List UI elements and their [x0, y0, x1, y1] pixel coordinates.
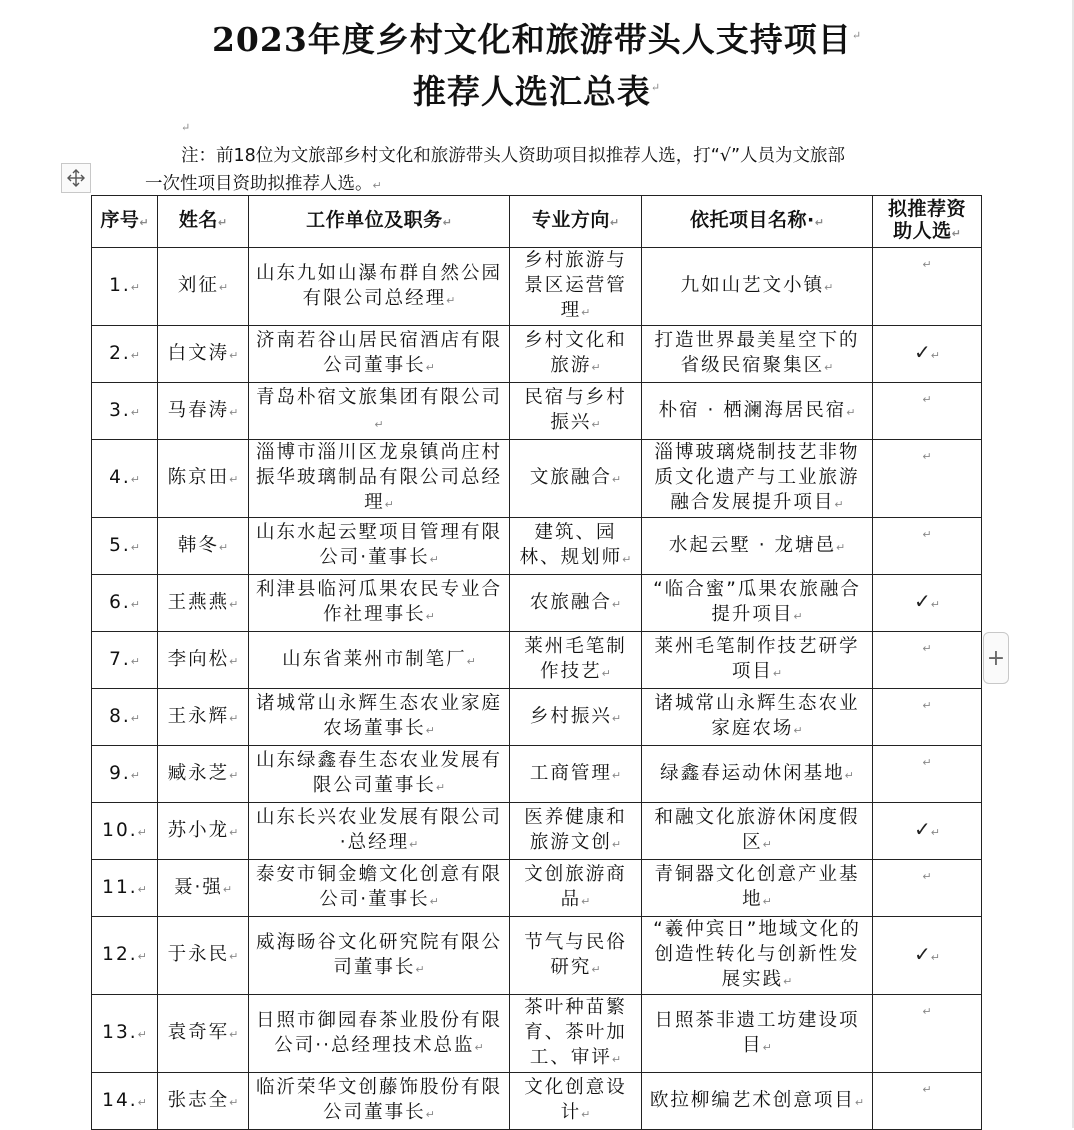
- header-no: 序号↵: [92, 196, 158, 248]
- recommended-cell: [873, 632, 982, 689]
- unit-cell: 日照市御园春茶业股份有限公司··总经理技术总监↵: [249, 995, 510, 1073]
- field-cell: 乡村文化和旅游↵: [510, 326, 642, 383]
- recommended-cell: [873, 248, 982, 326]
- table-move-handle[interactable]: [61, 163, 91, 193]
- unit-cell: 诸城常山永辉生态农业家庭农场董事长↵: [249, 689, 510, 746]
- table-row: [92, 917, 982, 995]
- recommended-cell: ✓↵: [873, 803, 982, 860]
- row-number-cell: 4.↵: [92, 440, 158, 518]
- name-cell: 刘征↵: [158, 248, 249, 326]
- row-number-cell: 11.↵: [92, 860, 158, 917]
- field-cell: 乡村旅游与景区运营管理↵: [510, 248, 642, 326]
- project-cell: 莱州毛笔制作技艺研学项目↵: [642, 632, 873, 689]
- unit-cell: 山东省莱州市制笔厂↵: [249, 632, 510, 689]
- project-cell: “临合蜜”瓜果农旅融合提升项目↵: [642, 575, 873, 632]
- table-row: [92, 440, 982, 518]
- table-row: [92, 1073, 982, 1130]
- project-cell: 淄博玻璃烧制技艺非物质文化遗产与工业旅游融合发展提升项目↵: [642, 440, 873, 518]
- plus-icon: +: [986, 645, 1006, 671]
- name-cell: 臧永芝↵: [158, 746, 249, 803]
- table-row: [92, 860, 982, 917]
- paragraph-mark: ↵: [922, 1005, 932, 1018]
- project-cell: 绿鑫春运动休闲基地↵: [642, 746, 873, 803]
- checkmark-icon: ✓: [914, 589, 931, 613]
- table-row: [92, 995, 982, 1073]
- table-row: [92, 803, 982, 860]
- table-row: [92, 746, 982, 803]
- header-unit: 工作单位及职务↵: [249, 196, 510, 248]
- row-number-cell: 7.↵: [92, 632, 158, 689]
- project-cell: 九如山艺文小镇↵: [642, 248, 873, 326]
- row-number-cell: 8.↵: [92, 689, 158, 746]
- project-cell: 青铜器文化创意产业基地↵: [642, 860, 873, 917]
- name-cell: 张志全↵: [158, 1073, 249, 1130]
- paragraph-mark: ↵: [922, 528, 932, 541]
- table-row: [92, 326, 982, 383]
- project-cell: 水起云墅 · 龙塘邑↵: [642, 518, 873, 575]
- unit-cell: 威海旸谷文化研究院有限公司董事长↵: [249, 917, 510, 995]
- field-cell: 文化创意设计↵: [510, 1073, 642, 1130]
- project-cell: 日照茶非遗工坊建设项目↵: [642, 995, 873, 1073]
- name-cell: 苏小龙↵: [158, 803, 249, 860]
- field-cell: 建筑、园林、规划师↵: [510, 518, 642, 575]
- recommended-cell: [873, 860, 982, 917]
- table-row: [92, 248, 982, 326]
- add-row-button[interactable]: [983, 632, 1009, 684]
- paragraph-mark: ↵: [922, 1083, 932, 1096]
- unit-cell: 泰安市铜金蟾文化创意有限公司·董事长↵: [249, 860, 510, 917]
- name-cell: 韩冬↵: [158, 518, 249, 575]
- table-row: [92, 632, 982, 689]
- project-cell: 诸城常山永辉生态农业家庭农场↵: [642, 689, 873, 746]
- table-row: [92, 518, 982, 575]
- recommended-cell: [873, 518, 982, 575]
- unit-cell: 济南若谷山居民宿酒店有限公司董事长↵: [249, 326, 510, 383]
- unit-cell: 利津县临河瓜果农民专业合作社理事长↵: [249, 575, 510, 632]
- paragraph-mark: ↵: [181, 121, 191, 134]
- note-line-2: 一次性项目资助拟推荐人选。↵: [145, 174, 382, 194]
- row-number-cell: 9.↵: [92, 746, 158, 803]
- field-cell: 乡村振兴↵: [510, 689, 642, 746]
- row-number-cell: 10.↵: [92, 803, 158, 860]
- move-arrows-icon: [66, 168, 86, 188]
- name-cell: 袁奇军↵: [158, 995, 249, 1073]
- recommended-cell: ✓↵: [873, 917, 982, 995]
- recommended-cell: [873, 746, 982, 803]
- row-number-cell: 3.↵: [92, 383, 158, 440]
- unit-cell: 山东水起云墅项目管理有限公司·董事长↵: [249, 518, 510, 575]
- paragraph-mark: ↵: [922, 699, 932, 712]
- project-cell: 朴宿 · 栖澜海居民宿↵: [642, 383, 873, 440]
- row-number-cell: 1.↵: [92, 248, 158, 326]
- name-cell: 马春涛↵: [158, 383, 249, 440]
- project-cell: “羲仲宾日”地域文化的创造性转化与创新性发展实践↵: [642, 917, 873, 995]
- table-row: [92, 575, 982, 632]
- name-cell: 王永辉↵: [158, 689, 249, 746]
- row-number-cell: 2.↵: [92, 326, 158, 383]
- row-number-cell: 5.↵: [92, 518, 158, 575]
- name-cell: 于永民↵: [158, 917, 249, 995]
- recommended-cell: [873, 383, 982, 440]
- project-cell: 欧拉柳编艺术创意项目↵: [642, 1073, 873, 1130]
- row-number-cell: 14.↵: [92, 1073, 158, 1130]
- paragraph-mark: ↵: [922, 258, 932, 271]
- recommended-cell: [873, 1073, 982, 1130]
- checkmark-icon: ✓: [914, 340, 931, 364]
- recommended-cell: ✓↵: [873, 326, 982, 383]
- checkmark-icon: ✓: [914, 817, 931, 841]
- note-line-1: 注：前18位为文旅部乡村文化和旅游带头人资助项目拟推荐人选，打“√”人员为文旅部: [181, 146, 846, 166]
- document-title-line-2: 推荐人选汇总表↵: [412, 72, 662, 111]
- header-field: 专业方向↵: [510, 196, 642, 248]
- document-title-line-1: 2023年度乡村文化和旅游带头人支持项目↵: [211, 20, 863, 59]
- recommended-cell: [873, 995, 982, 1073]
- table-header-row: [92, 196, 982, 248]
- name-cell: 王燕燕↵: [158, 575, 249, 632]
- candidates-table: [91, 195, 982, 1130]
- unit-cell: 临沂荣华文创藤饰股份有限公司董事长↵: [249, 1073, 510, 1130]
- unit-cell: 山东九如山瀑布群自然公园有限公司总经理↵: [249, 248, 510, 326]
- paragraph-mark: ↵: [922, 393, 932, 406]
- field-cell: 工商管理↵: [510, 746, 642, 803]
- field-cell: 节气与民俗研究↵: [510, 917, 642, 995]
- field-cell: 莱州毛笔制作技艺↵: [510, 632, 642, 689]
- header-project: 依托项目名称·↵: [642, 196, 873, 248]
- field-cell: 医养健康和旅游文创↵: [510, 803, 642, 860]
- name-cell: 白文涛↵: [158, 326, 249, 383]
- paragraph-mark: ↵: [922, 642, 932, 655]
- checkmark-icon: ✓: [914, 941, 931, 966]
- recommended-cell: ✓↵: [873, 575, 982, 632]
- name-cell: 聂·强↵: [158, 860, 249, 917]
- field-cell: 文创旅游商品↵: [510, 860, 642, 917]
- unit-cell: 淄博市淄川区龙泉镇尚庄村振华玻璃制品有限公司总经理↵: [249, 440, 510, 518]
- project-cell: 和融文化旅游休闲度假区↵: [642, 803, 873, 860]
- paragraph-mark: ↵: [922, 756, 932, 769]
- table-row: [92, 383, 982, 440]
- header-name: 姓名↵: [158, 196, 249, 248]
- project-cell: 打造世界最美星空下的省级民宿聚集区↵: [642, 326, 873, 383]
- name-cell: 李向松↵: [158, 632, 249, 689]
- table-row: [92, 689, 982, 746]
- paragraph-mark: ↵: [922, 450, 932, 463]
- paragraph-mark: ↵: [922, 870, 932, 883]
- row-number-cell: 12.↵: [92, 917, 158, 995]
- unit-cell: 青岛朴宿文旅集团有限公司↵: [249, 383, 510, 440]
- unit-cell: 山东绿鑫春生态农业发展有限公司董事长↵: [249, 746, 510, 803]
- recommended-cell: [873, 689, 982, 746]
- row-number-cell: 13.↵: [92, 995, 158, 1073]
- unit-cell: 山东长兴农业发展有限公司·总经理↵: [249, 803, 510, 860]
- field-cell: 文旅融合↵: [510, 440, 642, 518]
- field-cell: 茶叶种苗繁育、茶叶加工、审评↵: [510, 995, 642, 1073]
- field-cell: 农旅融合↵: [510, 575, 642, 632]
- name-cell: 陈京田↵: [158, 440, 249, 518]
- field-cell: 民宿与乡村振兴↵: [510, 383, 642, 440]
- header-recommended: 拟推荐资助人选↵: [873, 196, 982, 248]
- row-number-cell: 6.↵: [92, 575, 158, 632]
- recommended-cell: [873, 440, 982, 518]
